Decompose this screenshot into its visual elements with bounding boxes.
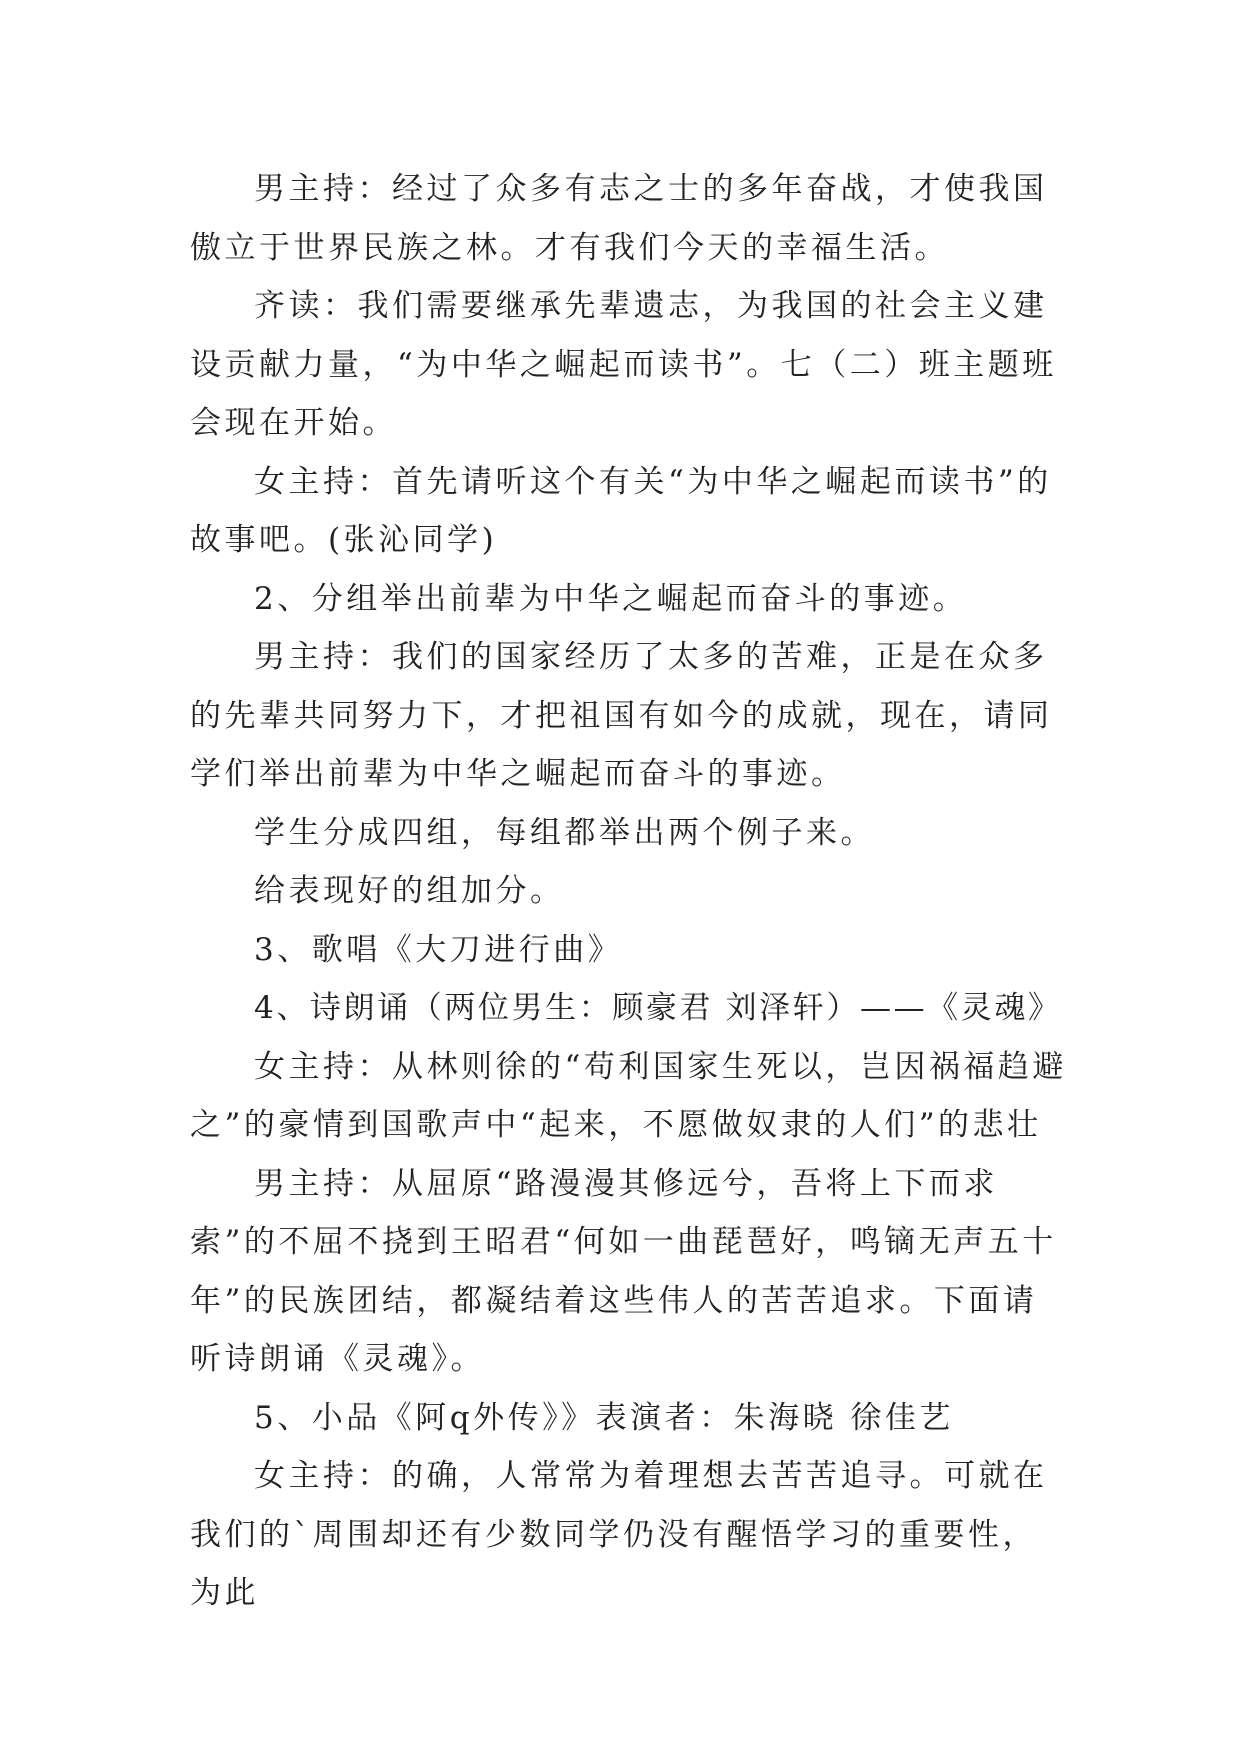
paragraph-male-host-1: 男主持：经过了众多有志之士的多年奋战，才使我国傲立于世界民族之林。才有我们今天的幸福生活。 bbox=[190, 171, 1048, 266]
paragraph-male-host-2: 男主持：我们的国家经历了太多的苦难，正是在众多的先辈共同努力下，才把祖国有如今的成就，现在，请同学们举出前辈为中华之崛起而奋斗的事迹。 bbox=[190, 639, 1053, 792]
paragraph-female-host-2: 女主持：从林则徐的“苟利国家生死以，岂因祸福趋避之”的豪情到国歌声中“起来，不愿做奴隶的人们”的悲壮 bbox=[190, 1048, 1067, 1143]
paragraph-male-host-3: 男主持：从屈原“路漫漫其修远兮，吾将上下而求索”的不屈不挠到王昭君“何如一曲琵琶好，鸣镝无声五十年”的民族团结，都凝结着这些伟人的苦苦追求。下面请听诗朗诵《灵魂》。 bbox=[190, 1165, 1057, 1377]
document-body bbox=[190, 160, 1070, 1623]
paragraph-female-host-1: 女主持：首先请听这个有关“为中华之崛起而读书”的故事吧。(张沁同学) bbox=[190, 463, 1052, 558]
paragraph-groups: 学生分成四组，每组都举出两个例子来。 bbox=[254, 814, 875, 851]
paragraph-scoring: 给表现好的组加分。 bbox=[254, 873, 565, 909]
paragraph-item-4: 4、诗朗诵（两位男生：顾豪君 刘泽轩）——《灵魂》 bbox=[254, 990, 1062, 1026]
paragraph-item-2: 2、分组举出前辈为中华之崛起而奋斗的事迹。 bbox=[254, 580, 968, 617]
paragraph-female-host-3: 女主持：的确，人常常为着理想去苦苦追寻。可就在我们的`周围却还有少数同学仍没有醒悟学习的重要性，为此 bbox=[190, 1458, 1048, 1611]
paragraph-group-reading: 齐读：我们需要继承先辈遗志，为我国的社会主义建设贡献力量，“为中华之崛起而读书”。七（二）班主题班会现在开始。 bbox=[190, 288, 1057, 441]
paragraph-item-5: 5、小品《阿q外传》》表演者：朱海晓 徐佳艺 bbox=[254, 1399, 954, 1436]
paragraph-item-3: 3、歌唱《大刀进行曲》 bbox=[254, 931, 623, 968]
